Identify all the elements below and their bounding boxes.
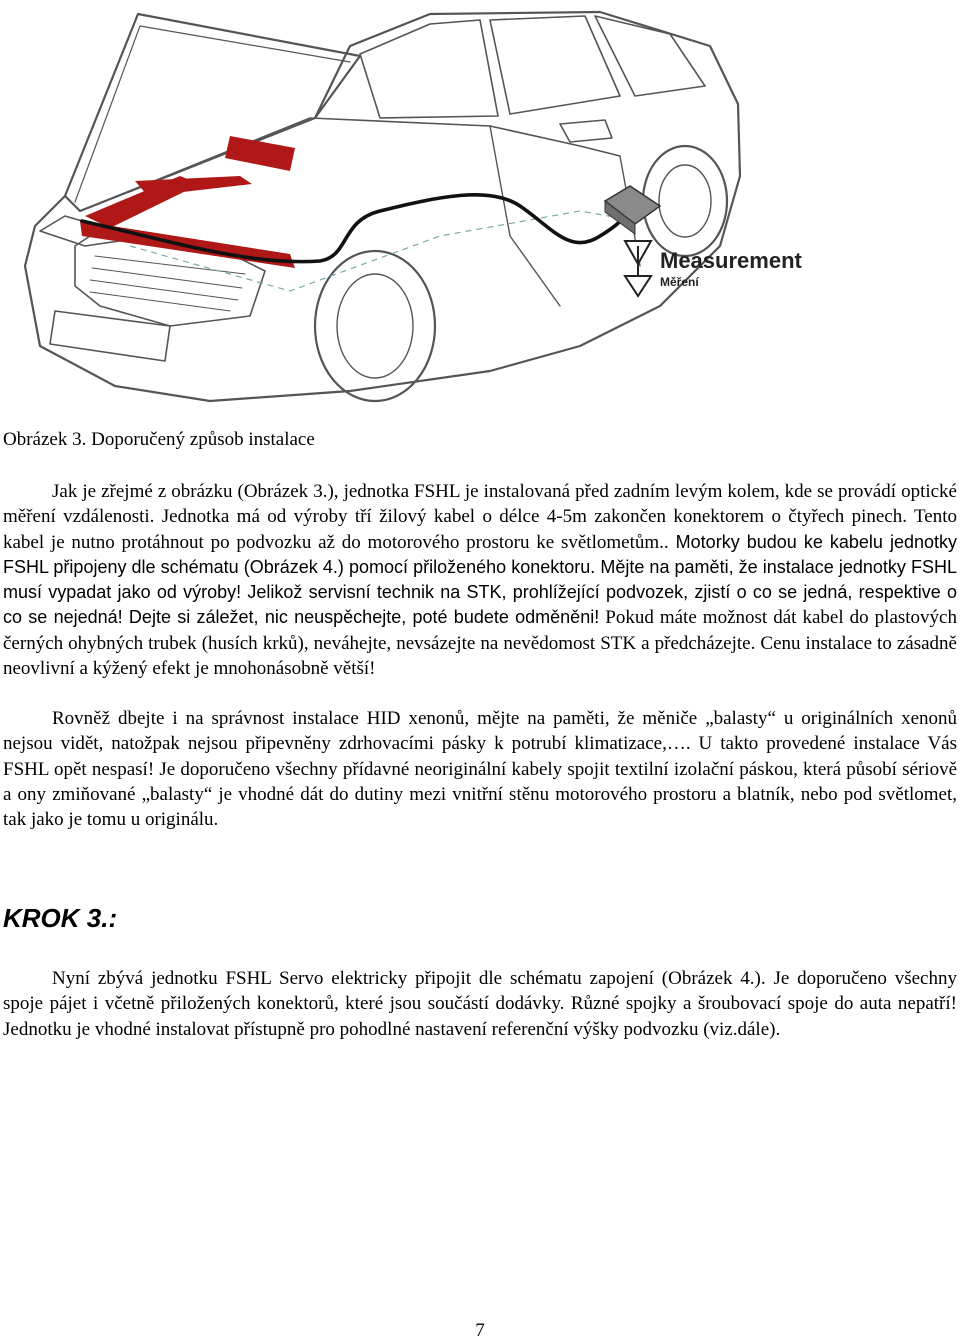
page-number: 7 [475,1320,485,1341]
car-installation-figure [20,6,830,411]
paragraph-2: Rovněž dbejte i na správnost instalace HID xenonů, mějte na paměti, že měniče „balasty“ u originálních xenonů nejsou vidět, natožpak nejsou připevněny zdrhovacími pásky k potrubí klimatizace,…. U takto provedené instalace Vás FSHL opět nespasí! Je doporučeno všechny přídavné neoriginální kabely spojit textilní izolační páskou, která působí sériově a ony zmiňované „balasty“ je vhodné dát do dutiny mezi vnitřní stěnu motorového prostoru a blatník, nebo pod světlomet, tak jako je tomu u originálu. [3,708,957,831]
side-mirror [560,120,612,142]
license-plate [50,311,170,361]
figure-caption: Obrázek 3. Doporučený způsob instalace [3,429,315,450]
measurement-arrow [625,241,651,296]
paragraph-1-part-2: Motorky budou ke kabelu jednotky FSHL připojeny dle schématu (Obrázek 4.) pomocí přiloženého konektoru. Mějte na paměti, že instalace jednotky FSHL musí vypadat jako od výroby! Jelikož servisní technik na STK, prohlížející podvozek, zjistí o co se jedná, respektive o co se nejedná! Dejte si záležet, nic neuspěchejte, poté budete odměněni! [3,531,957,628]
paragraph-3: Nyní zbývá jednotku FSHL Servo elektricky připojit dle schématu zapojení (Obrázek 4.). Je doporučeno všechny spoje pájet i včetně přiložených konektorů, které jsou součástí dodávky. Různé spojky a šroubovací spoje do auta nepatří! Jednotku je vhodné instalovat přístupně pro pohodlné nastavení referenční výšky podvozku (viz.dále). [3,968,957,1040]
measurement-label: Measurement [660,248,802,273]
measurement-sublabel: Měření [660,275,699,289]
highlight-engine-top [225,136,295,171]
paragraph-1-part-1: Jak je zřejmé z obrázku (Obrázek 3.), jednotka FSHL je instalovaná před zadním levým kolem, kde se provádí optické měření vzdálenosti. Jednotka má od výroby tří žilový kabel o délce 4-5m zakončen konektorem o čtyřech pinech. Tento kabel je nutno protáhnout po podvozku až do motorového prostoru ke světlometům.. [3,481,957,553]
fshl-cable [82,195,632,262]
paragraph-1 [3,479,957,681]
section-heading: KROK 3.: [3,903,118,933]
windows [360,16,705,118]
rear-wheel [643,146,727,256]
paragraph-1-part-3: Pokud máte možnost dát kabel do plastových černých ohybných trubek (husích krků), neváhejte, nevsázejte na nevědomost STK a předcházejte. Cenu instalace to zásadně neovlivní a kýžený efekt je mnohonásobně větší! [3,607,957,680]
